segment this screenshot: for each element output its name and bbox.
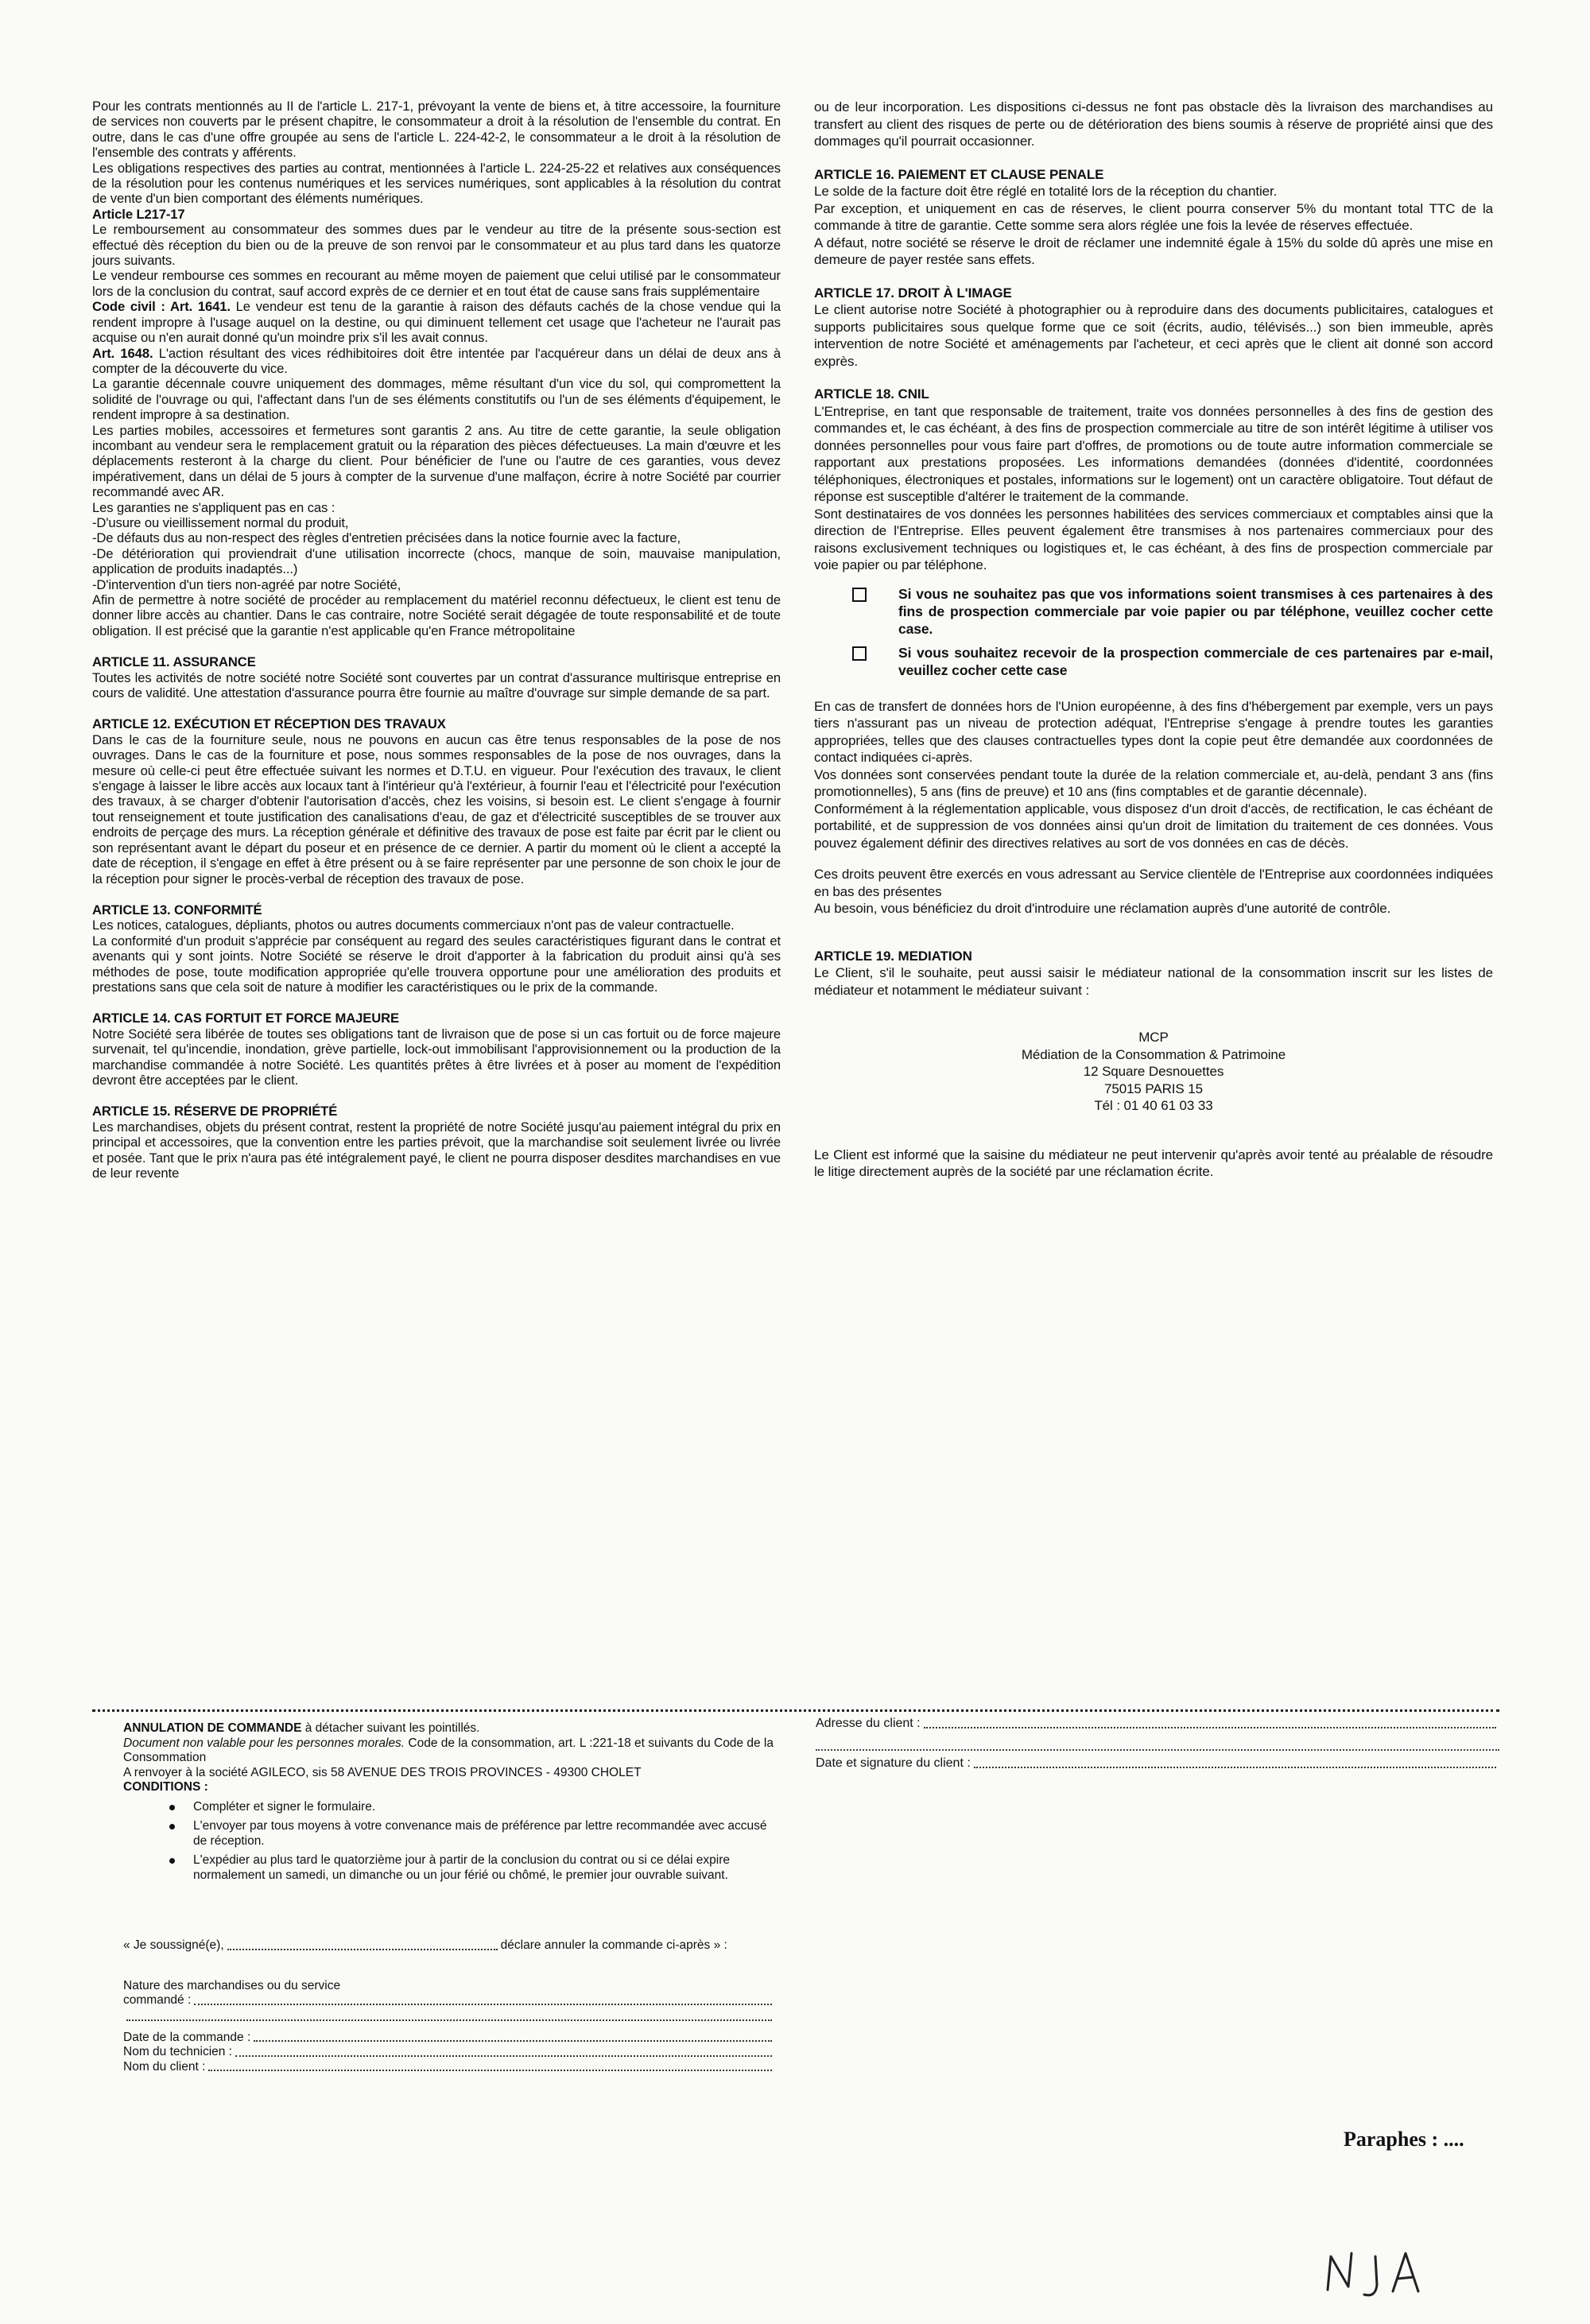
art-1648-label: Art. 1648.	[92, 345, 153, 361]
commande-line: commandé :	[123, 1993, 775, 2008]
conditions-list	[169, 1800, 783, 1884]
article-11-heading: ARTICLE 11. ASSURANCE	[92, 654, 256, 670]
condition-item: Compléter et signer le formulaire.	[169, 1800, 783, 1815]
client-address-line: Adresse du client :	[816, 1716, 1499, 1732]
article-18-text: Au besoin, vous bénéficiez du droit d'introduire une réclamation auprès d'une autorité de contrôle.	[814, 901, 1391, 916]
right-column	[814, 99, 1493, 1181]
technician-line: Nom du technicien :	[123, 2045, 775, 2060]
paragraph: Le remboursement au consommateur des sommes dues par le vendeur au titre de la présente sous-section est effectué dès réception du bien ou de la preuve de son renvoi par le consommateur et au plus tard dans les quatorze jours suivants.	[92, 222, 781, 269]
mediator-line: Médiation de la Consommation & Patrimoine	[1021, 1046, 1286, 1062]
paragraph: -De défauts dus au non-respect des règles d'entretien précisées dans la notice fournie avec la facture,	[92, 530, 681, 546]
goods-field-2[interactable]	[126, 2019, 772, 2021]
article-13-text: Les notices, catalogues, dépliants, photos ou autres documents commerciaux n'ont pas de valeur contractuelle.	[92, 918, 735, 933]
article-18-text: Conformément à la réglementation applicable, vous disposez d'un droit d'accès, de rectification, le cas échéant de portabilité, et de suppression de vos données ainsi qu'un droit de limitation du traitement de ces données. Vous pouvez également définir des directives relatives au sort de vos données en cas de décès.	[814, 801, 1493, 851]
article-15-heading: ARTICLE 15. RÉSERVE DE PROPRIÉTÉ	[92, 1104, 338, 1119]
cancellation-note: Document non valable pour les personnes morales. Code de la consommation, art. L :221-18 et suivants du Code de la Consommation	[123, 1736, 774, 1764]
article-18-text: Vos données sont conservées pendant toute la durée de la relation commerciale et, au-delà, pendant 3 ans (fins promotionnelles), 5 ans (fins de preuve) et 10 ans (fins comptables et de garantie décennale).	[814, 766, 1493, 799]
mediator-line: Tél : 01 40 61 03 33	[1094, 1098, 1213, 1113]
opt-in-email-checkbox[interactable]	[852, 646, 867, 661]
article-17-text: Le client autorise notre Société à photographier ou à reproduire dans des documents publicitaires, catalogues et supports publicitaires sous quelque forme que ce soit (écrits, audio, télévisés...) son bien immeuble, après intervention de notre Société et aménagements par l'acheteur, et ceci après que le client ait donné son accord exprès.	[814, 302, 1493, 369]
cancellation-send-to: A renvoyer à la société AGILECO, sis 58 AVENUE DES TROIS PROVINCES - 49300 CHOLET	[123, 1765, 642, 1779]
article-17-heading: ARTICLE 17. DROIT À L'IMAGE	[814, 285, 1012, 301]
article-15-text: Les marchandises, objets du présent contrat, restent la propriété de notre Société jusqu'au paiement intégral du prix en principal et accessoires, que la convention entre les parties prévoit, que la marchandise soit seulement livrée ou livrée et posée. Tant que le prix n'aura pas été intégralement payé, le client ne pourra disposer desdites marchandises en vue de leur revente	[92, 1119, 781, 1181]
article-13-text: La conformité d'un produit s'apprécie par conséquent au regard des seules caractéristiques figurant dans le contrat et avenants qui y sont joints. Notre Société se réserve le droit d'apporter à la fabrication du produit ainsi qu'à ses méthodes de pose, toute modification appropriée qu'elle trouvera opportune pour une amélioration des produits et prestations sans que cela soit de nature à modifier les caractéristiques ou le prix de la commande.	[92, 933, 781, 995]
paragraph: Les garanties ne s'appliquent pas en cas :	[92, 499, 335, 515]
order-date-field[interactable]	[254, 2040, 772, 2042]
order-date-line: Date de la commande :	[123, 2031, 775, 2046]
client-info	[816, 1716, 1499, 1771]
article-16-heading: ARTICLE 16. PAIEMENT ET CLAUSE PENALE	[814, 166, 1104, 182]
opt-out-checkbox[interactable]	[852, 588, 867, 602]
conditions-label: CONDITIONS :	[123, 1780, 208, 1794]
article-16-text: Par exception, et uniquement en cas de réserves, le client pourra conserver 5% du montant total TTC de la commande à titre de garantie. Cette somme sera alors réglée une fois la levée de réserves effectuée.	[814, 200, 1493, 233]
opt-out-label: Si vous ne souhaitez pas que vos informations soient transmises à ces partenaires à des fins de prospection commerciale par voie papier ou par téléphone, veuillez cocher cette case.	[898, 585, 1493, 637]
article-14-text: Notre Société sera libérée de toutes ses obligations tant de livraison que de pose si un cas fortuit ou de force majeure survenait, tel qu'incendie, inondation, grève partielle, lock-out immobilisant l'approvisionnement ou la production de la marchandise commandée à notre Société. Les quantités prêtes à être livrées et à poser au moment de l'expédition devront être acceptées par le client.	[92, 1026, 781, 1088]
article-12-text: Dans le cas de la fourniture seule, nous ne pouvons en aucun cas être tenus responsables de la pose de nos ouvrages. Dans le cas de la fourniture et pose, nous sommes responsables de la pose de nos ouvrages, dans la mesure où celle-ci peut être effectuée suivant les normes et D.T.U. en vigueur. Pour l'exécution des travaux, le client s'engage à laisser le libre accès aux locaux tant à l'intérieur qu'à l'extérieur, à fournir l'eau et l'électricité pour l'exécution des travaux, à se charger d'obtenir l'autorisation d'accès, chez les voisins, si besoin est. Le client s'engage à fournir tout renseignement et toute justification des canalisations d'eau, de gaz et d'électricité susceptibles de se trouver aux endroits de perçage des murs. La réception générale et définitive des travaux de pose est faite par écrit par le client ou son représentant avant le départ du poseur et en présence de ce dernier. A partir du moment où le client a accepté la date de réception, il s'engage en effet à être présent ou à se faire représenter par une personne de son choix le jour de la réception pour signer le procès-verbal de réception des travaux de pose.	[92, 731, 781, 887]
art-1648-text: L'action résultant des vices rédhibitoires doit être intentée par l'acquéreur dans un délai de deux ans à compter de la découverte du vice.	[92, 345, 781, 376]
client-address-field[interactable]	[924, 1727, 1496, 1728]
paragraph: Afin de permettre à notre société de procéder au remplacement du matériel reconnu défectueux, le client est tenu de donner libre accès au chantier. Dans le cas contraire, notre Société serait dégagée de toute responsabilité et de toute obligation. Il est précisé que la garantie n'est applicable qu'en France métropolitaine	[92, 592, 781, 638]
paragraph: -De détérioration qui proviendrait d'une utilisation incorrecte (chocs, manque de soin, mauvaise manipulation, application de produits inadaptés...)	[92, 545, 832, 577]
consent-row-paper-phone	[852, 585, 1493, 638]
consent-checkboxes	[852, 585, 1493, 679]
article-18-text: Sont destinataires de vos données les personnes habilitées des services commerciaux et comptables ainsi que la direction de l'Entreprise. Elles peuvent également être transmises à nos partenaires commerciaux pour des raisons exclusivement techniques ou logistiques et, le cas échéant, à des fins de prospection commerciale par voie papier ou par téléphone.	[814, 506, 1493, 572]
article-16-text: A défaut, notre société se réserve le droit de réclamer une indemnité égale à 15% du solde dû après une mise en demeure de payer restée sans effets.	[814, 235, 1493, 267]
article-18-heading: ARTICLE 18. CNIL	[814, 386, 929, 402]
paragraph: Pour les contrats mentionnés au II de l'article L. 217-1, prévoyant la vente de biens et, à titre accessoire, la fourniture de services non couverts par le présent chapitre, le consommateur a droit à la résolution de l'ensemble du contrat. En outre, dans le cas d'une offre groupée au sens de l'article L. 224-42-2, le consommateur a le droit à la résolution de l'ensemble des contrats y afférents.	[92, 99, 781, 161]
extra-line	[123, 2008, 775, 2024]
code-civil-label: Code civil : Art. 1641.	[92, 299, 231, 315]
declaration-line: « Je soussigné(e), déclare annuler la commande ci-après » :	[123, 1938, 727, 1952]
mediator-line: 75015 PARIS 15	[1104, 1081, 1203, 1096]
paraphes-label: Paraphes : ....	[1344, 2128, 1464, 2151]
mediator-line: 12 Square Desnouettes	[1083, 1064, 1224, 1079]
client-name-line: Nom du client :	[123, 2060, 775, 2075]
article-18-text: Ces droits peuvent être exercés en vous adressant au Service clientèle de l'Entreprise aux coordonnées indiquées en bas des présentes	[814, 867, 1493, 899]
paragraph	[92, 346, 781, 377]
code-civil-text: Le vendeur est tenu de la garantie à raison des défauts cachés de la chose vendue qui la rendent impropre à l'usage auquel on la destine, ou qui diminuent tellement cet usage que l'acheteur ne l'aurait pas acquise ou n'en aurait donné qu'un moindre prix s'il les avait connus.	[92, 299, 781, 346]
opt-in-email-label: Si vous souhaitez recevoir de la prospection commerciale de ces partenaires par e-mail, veuillez cocher cette case	[898, 644, 1493, 678]
condition-item: L'expédier au plus tard le quatorzième jour à partir de la conclusion du contrat ou si ce délai expire normalement un samedi, un dimanche ou un jour férié ou chômé, le premier jour ouvrable suivant.	[169, 1853, 783, 1883]
article-13-heading: ARTICLE 13. CONFORMITÉ	[92, 902, 262, 918]
cancellation-title: ANNULATION DE COMMANDE à détacher suivant les pointillés.	[123, 1721, 480, 1735]
paragraph: Les parties mobiles, accessoires et fermetures sont garantis 2 ans. Au titre de cette garantie, la seule obligation incombant au vendeur sera le remplacement gratuit ou la réparation des pièces défectueuses. La main d'œuvre et les déplacements resteront à la charge du client. Pour bénéficier de l'une ou l'autre de ces garanties, vous devez impérativement, dans un délai de 5 jours à compter de la survenue d'une malfaçon, écrire à notre Société par courrier recommandé avec AR.	[92, 422, 781, 500]
signer-name-field[interactable]	[227, 1949, 498, 1950]
condition-item: L'envoyer par tous moyens à votre convenance mais de préférence par lettre recommandée avec accusé de réception.	[169, 1819, 783, 1849]
paragraph: -D'usure ou vieillissement normal du produit,	[92, 514, 349, 530]
article-heading: Article L217-17	[92, 206, 185, 222]
nature-label: Nature des marchandises ou du service	[123, 1978, 341, 1992]
article-14-heading: ARTICLE 14. CAS FORTUIT ET FORCE MAJEURE	[92, 1011, 399, 1026]
consent-row-email	[852, 644, 1493, 679]
article-19-heading: ARTICLE 19. MEDIATION	[814, 948, 972, 964]
paragraph: La garantie décennale couvre uniquement des dommages, même résultant d'un vice du sol, qui compromettent la solidité de l'ouvrage ou qui, l'affectant dans l'un de ses éléments constitutifs ou l'un de ses éléments d'équipement, le rendent impropre à sa destination.	[92, 376, 781, 423]
paragraph: -D'intervention d'un tiers non-agréé par notre Société,	[92, 576, 401, 592]
cancellation-form	[123, 1721, 783, 2074]
article-11-text: Toutes les activités de notre société notre Société sont couvertes par un contrat d'assurance multirisque entreprise en cours de validité. Une attestation d'assurance pourra être fournie au maître d'ouvrage sur simple demande de sa part.	[92, 669, 781, 701]
paragraph: Les obligations respectives des parties au contrat, mentionnées à l'article L. 224-25-22 et relatives aux conséquences de la résolution pour les contenus numériques et les services numériques, sont applicables à la résolution du contrat de vente d'un bien comportant des éléments numériques.	[92, 160, 781, 207]
date-signature-line: Date et signature du client :	[816, 1756, 1499, 1771]
article-19-text: Le Client est informé que la saisine du médiateur ne peut intervenir qu'après avoir tenté au préalable de résoudre le litige directement auprès de la société par une réclamation écrite.	[814, 1146, 1493, 1179]
article-16-text: Le solde de la facture doit être réglé en totalité lors de la réception du chantier.	[814, 184, 1278, 199]
article-12-heading: ARTICLE 12. EXÉCUTION ET RÉCEPTION DES TRAVAUX	[92, 716, 446, 732]
cut-line	[92, 1709, 1499, 1712]
mediator-line: MCP	[1138, 1030, 1169, 1045]
technician-field[interactable]	[235, 2055, 772, 2057]
handwritten-initials	[1320, 2234, 1447, 2306]
left-column	[92, 99, 832, 1181]
date-signature-field[interactable]	[974, 1767, 1496, 1768]
paragraph: Le vendeur rembourse ces sommes en recourant au même moyen de paiement que celui utilisé par le consommateur lors de la conclusion du contrat, sauf accord exprès de ce dernier et en tout état de cause sans frais supplémentaire	[92, 268, 781, 299]
article-18-text: En cas de transfert de données hors de l'Union européenne, à des fins d'hébergement par exemple, vers un pays tiers n'assurant pas un niveau de protection adéquat, l'Entreprise s'engage à prendre toutes les garanties appropriées, telles que des clauses contractuelles types dont la copie peut être demandée aux coordonnées de contact indiquées ci-après.	[814, 698, 1493, 765]
mediator-address	[814, 1029, 1493, 1115]
article-18-text: L'Entreprise, en tant que responsable de traitement, traite vos données personnelles à des fins de gestion des commandes et, le cas échéant, à des fins de prospection commerciale au titre de son intérêt légitime à utiliser vos données personnelles pour vous faire part d'offres, de promotions ou de toute autre information commerciale se rapportant aux prestations proposées. Les informations demandées (données d'identité, coordonnées téléphoniques, électroniques et postales, informations sur le logement) ont un caractère obligatoire. Tout défaut de réponse est susceptible d'altérer le traitement de la commande.	[814, 403, 1493, 504]
client-address-field-2[interactable]	[816, 1735, 1499, 1751]
goods-field[interactable]	[194, 2004, 772, 2005]
article-15-continued: ou de leur incorporation. Les dispositions ci-dessus ne font pas obstacle dès la livraison des marchandises au transfert au client des risques de perte ou de détérioration des biens soumis à réserve de propriété ainsi que des dommages qu'il pourrait occasionner.	[814, 99, 1493, 149]
article-19-text: Le Client, s'il le souhaite, peut aussi saisir le médiateur national de la consommation inscrit sur les listes de médiateur et notamment le médiateur suivant :	[814, 965, 1493, 998]
client-name-field[interactable]	[208, 2070, 772, 2071]
paragraph	[92, 299, 781, 345]
